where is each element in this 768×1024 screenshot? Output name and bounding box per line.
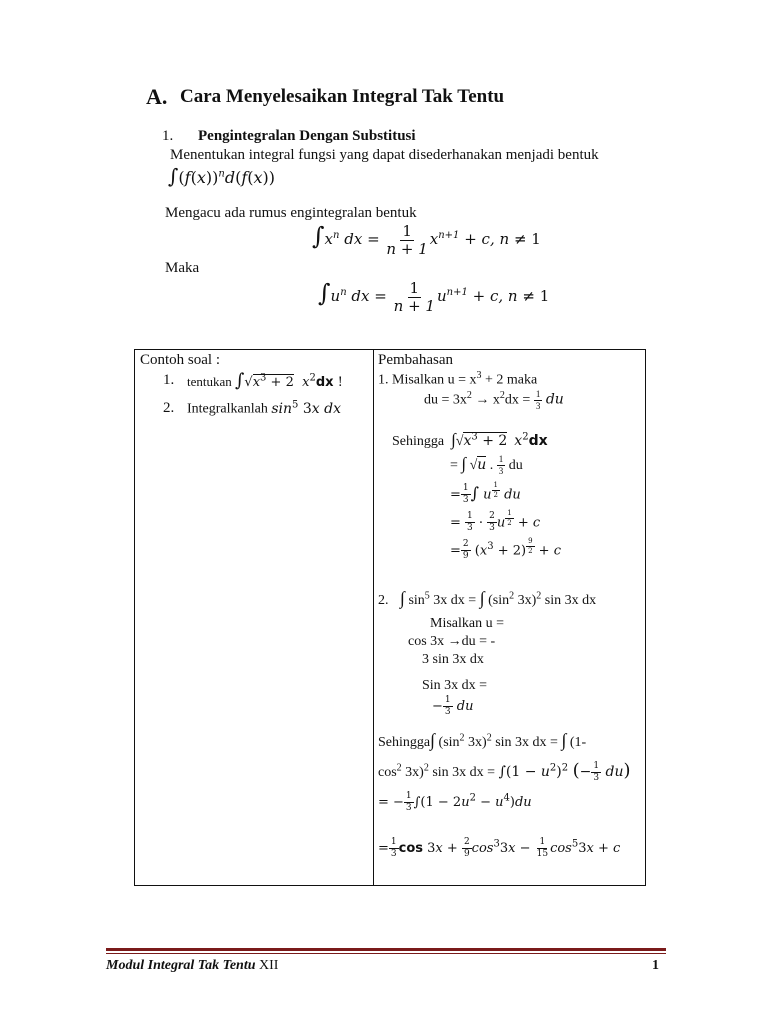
question-2-number: 2. — [163, 400, 175, 416]
solution-1-step-4: = $\frac{1}{3}$ · $\frac{2}{3}$ u $^{\frac{1}{2}}$ + c — [450, 509, 541, 534]
subsection-number: 1. — [162, 128, 174, 144]
question-1: tentukan $\int√x^3 + 2$ $x^2dx$ ! — [187, 370, 343, 391]
power-rule-formula: $\int x^n$ dx = $\frac{1}{n + 1}$ $x^{n+1} + c$, n ≠ 1 — [312, 221, 541, 258]
page-number: 1 — [652, 958, 659, 973]
solution-1-step-2: = ∫ √u . $\frac{1}{3}$ du — [450, 454, 523, 477]
question-2-text: Integralkanlah — [187, 401, 268, 417]
example-table — [134, 349, 646, 886]
intro-text: Menentukan integral fungsi yang dapat disederhanakan menjadi bentuk — [170, 147, 599, 163]
questions-header: Contoh soal : — [140, 352, 221, 368]
solution-1-du: du = $3x^2 \to x^2dx$ = $\frac{1}{3}$ du — [424, 389, 564, 411]
solution-2-step-4: = − $\frac{1}{3}$ $\int(1 - 2u^2 - u^4)du$ — [378, 791, 532, 813]
solution-2-step-3: $\cos^2 3x)^2$ sin 3x dx = $\int(1 - u^2)^2$ (− $\frac{1}{3}$ du) — [378, 760, 631, 783]
solution-2-result: = $\frac{1}{3}$ cos 3x + $\frac{2}{9}$ $\cos^33x$ − $\frac{1}{15}$ $\cos^53x + c$ — [378, 837, 621, 859]
solution-2-sin-dx: Sin 3x dx = — [422, 678, 488, 693]
solution-1-substitution: 1. Misalkan $u = x^3 + 2$ maka — [378, 370, 538, 388]
solution-1-step-1: Sehingga $\int√x^3 + 2$ $x^2dx$ — [392, 430, 548, 449]
solution-1-step-3: = $\frac{1}{3}$ ∫ u $^{\frac{1}{2}}$ du — [450, 481, 521, 506]
solution-1-step-5: = $\frac{2}{9}$ $(x^3 + 2)$ $^{\frac{9}{2}}$ + c — [450, 537, 561, 562]
solutions-header: Pembahasan — [378, 352, 453, 368]
solution-2-substitution: Misalkan u = — [430, 616, 504, 631]
section-letter: A. — [146, 84, 168, 109]
solution-2-step-1: ∫ $\sin^5 3x$ dx = ∫ ($\sin^2$ 3x)$^2$ sin 3x dx — [400, 588, 597, 608]
solution-2-number: 2. — [378, 593, 389, 608]
subsection-title: Pengintegralan Dengan Substitusi — [198, 128, 416, 144]
rule-intro-text: Mengacu ada rumus engintegralan bentuk — [165, 205, 417, 221]
solution-2-step-2: Sehingga∫ ($\sin^2$ 3x)$^2$ sin 3x dx = ∫ (1- — [378, 730, 587, 750]
question-2: Integralkanlah $\sin^5 3x$ dx — [187, 399, 341, 417]
substitution-formula: $\int u^n$ dx = $\frac{1}{n + 1}$ $u^{n+1} + c$, n ≠ 1 — [318, 278, 550, 315]
question-1-text: tentukan — [187, 374, 232, 389]
questions-column — [135, 350, 373, 885]
section-title: Cara Menyelesaikan Integral Tak Tentu — [180, 86, 505, 107]
maka-text: Maka — [165, 260, 200, 276]
question-1-number: 1. — [163, 372, 175, 388]
solutions-column — [374, 350, 645, 885]
solution-2-du: cos 3x →du = - — [408, 634, 496, 649]
solution-2-du-cont: 3 sin 3x dx — [422, 652, 484, 667]
solution-2-sin-dx-value: − $\frac{1}{3}$ du — [432, 695, 474, 717]
footer-rule-thin — [106, 953, 666, 954]
footer-title: Modul Integral Tak Tentu XII — [106, 958, 279, 973]
footer-rule-thick — [106, 948, 666, 951]
general-form-formula: $\int(f(x))^nd(f(x))$ — [168, 164, 275, 188]
